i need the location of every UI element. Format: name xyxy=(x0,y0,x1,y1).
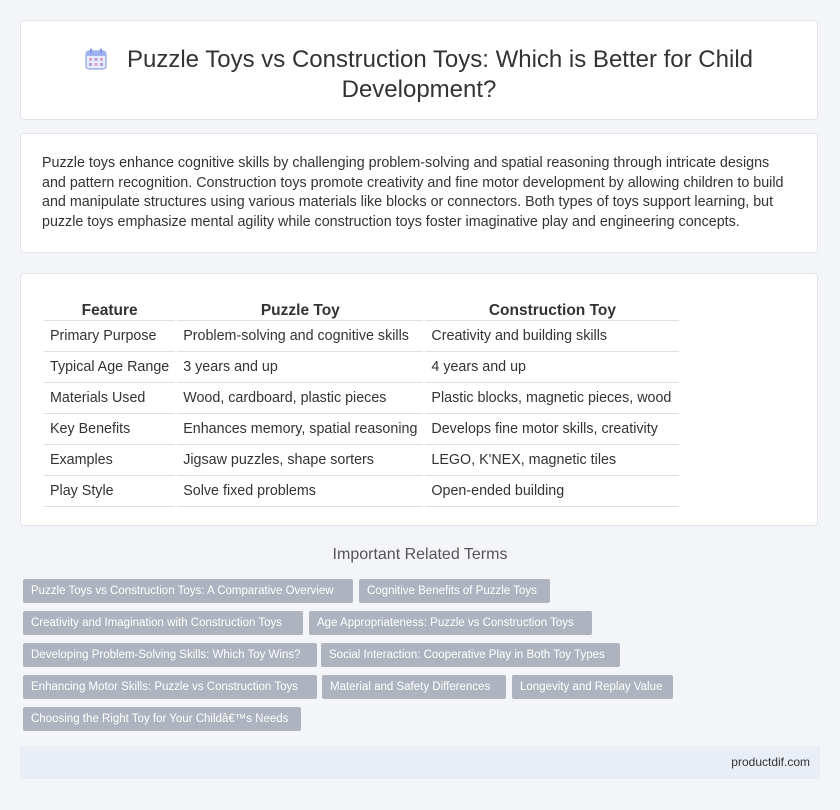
table-cell: Develops fine motor skills, creativity xyxy=(425,414,679,445)
table-cell: Wood, cardboard, plastic pieces xyxy=(177,383,423,414)
related-tag[interactable]: Cognitive Benefits of Puzzle Toys xyxy=(359,579,550,603)
footer-site-link[interactable]: productdif.com xyxy=(731,755,810,769)
table-cell: Open-ended building xyxy=(425,476,679,507)
table-row xyxy=(44,445,679,476)
related-tag[interactable]: Material and Safety Differences xyxy=(322,675,506,699)
table-cell: Key Benefits xyxy=(44,414,175,445)
table-row xyxy=(44,476,679,507)
intro-paragraph: Puzzle toys enhance cognitive skills by challenging problem-solving and spatial reasoning through intricate designs and pattern recognition. Construction toys promote creativity and fine motor development by allowing children to build and manipulate structures using various materials like blocks or connectors. Both types of toys support learning, but puzzle toys emphasize mental agility while construction toys foster imaginative play and engineering concepts. xyxy=(42,155,784,230)
table-row xyxy=(44,321,679,352)
table-row xyxy=(44,352,679,383)
related-tag[interactable]: Age Appropriateness: Puzzle vs Construction Toys xyxy=(309,611,592,635)
page-title xyxy=(81,45,757,105)
table-cell: Problem-solving and cognitive skills xyxy=(177,321,423,352)
related-tag[interactable]: Creativity and Imagination with Construction Toys xyxy=(23,611,303,635)
header-card xyxy=(20,20,818,120)
table-cell: Play Style xyxy=(44,476,175,507)
table-cell: Primary Purpose xyxy=(44,321,175,352)
table-cell: Examples xyxy=(44,445,175,476)
table-header-row xyxy=(44,294,679,321)
table-cell: Creativity and building skills xyxy=(425,321,679,352)
table-row xyxy=(44,383,679,414)
comparison-table-card xyxy=(20,273,818,526)
table-cell: Plastic blocks, magnetic pieces, wood xyxy=(425,383,679,414)
table-cell: Jigsaw puzzles, shape sorters xyxy=(177,445,423,476)
column-header-construction-toy: Construction Toy xyxy=(425,294,679,321)
calendar-grid-icon xyxy=(85,48,107,70)
column-header-feature: Feature xyxy=(44,294,175,321)
intro-card xyxy=(20,133,818,253)
related-tag[interactable]: Longevity and Replay Value xyxy=(512,675,673,699)
table-cell: 3 years and up xyxy=(177,352,423,383)
related-tag[interactable]: Social Interaction: Cooperative Play in Both Toy Types xyxy=(321,643,620,667)
related-tag[interactable]: Enhancing Motor Skills: Puzzle vs Construction Toys xyxy=(23,675,317,699)
related-tag[interactable]: Puzzle Toys vs Construction Toys: A Comparative Overview xyxy=(23,579,353,603)
page-title-text: Puzzle Toys vs Construction Toys: Which is Better for Child Development? xyxy=(126,46,753,103)
related-terms-title: Important Related Terms xyxy=(332,546,508,563)
related-tag[interactable]: Developing Problem-Solving Skills: Which Toy Wins? xyxy=(23,643,317,667)
footer xyxy=(20,746,820,779)
table-cell: Typical Age Range xyxy=(44,352,175,383)
table-cell: 4 years and up xyxy=(425,352,679,383)
table-cell: Enhances memory, spatial reasoning xyxy=(177,414,423,445)
column-header-puzzle-toy: Puzzle Toy xyxy=(177,294,423,321)
table-cell: Solve fixed problems xyxy=(177,476,423,507)
comparison-table xyxy=(42,294,681,507)
related-tag[interactable]: Choosing the Right Toy for Your Childâ€™s Needs xyxy=(23,707,301,731)
table-row xyxy=(44,414,679,445)
table-cell: LEGO, K'NEX, magnetic tiles xyxy=(425,445,679,476)
table-cell: Materials Used xyxy=(44,383,175,414)
